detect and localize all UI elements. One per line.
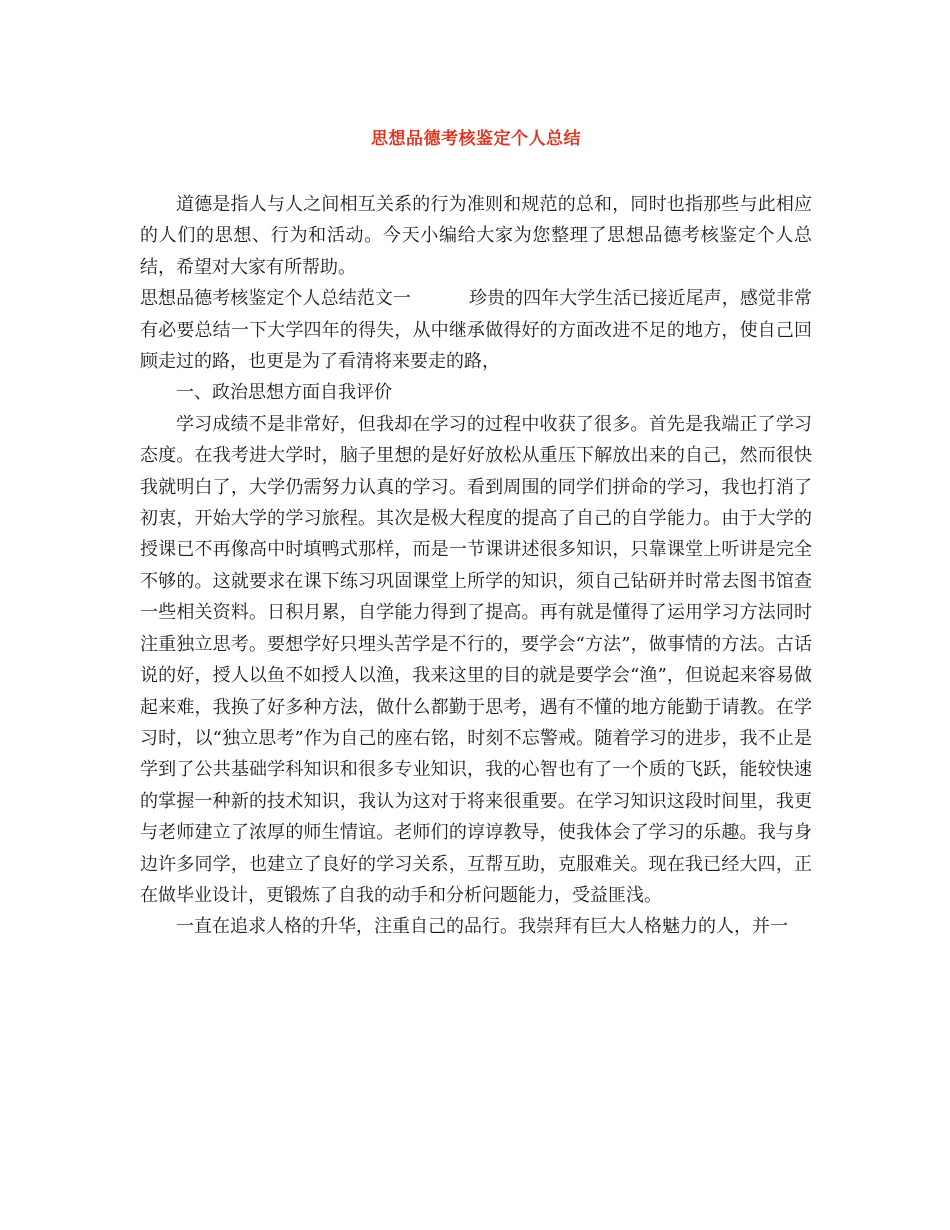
study-paragraph: 学习成绩不是非常好，但我却在学习的过程中收获了很多。首先是我端正了学习态度。在我考进大学时，脑子里想的是好好放松从重压下解放出来的自己，然而很快我就明白了，大学仍需努力认真的学习。看到周围的同学们拼命的学习，我也打消了初衷，开始大学的学习旅程。其次是极大程度的提高了自己的自学能力。由于大学的授课已不再像高中时填鸭式那样，而是一节课讲述很多知识，只靠课堂上听讲是完全不够的。这就要求在课下练习巩固课堂上所学的知识，须自己钻研并时常去图书馆查一些相关资料。日积月累，自学能力得到了提高。再有就是懂得了运用学习方法同时注重独立思考。要想学好只埋头苦学是不行的，要学会“方法”，做事情的方法。古话说的好，授人以鱼不如授人以渔，我来这里的目的就是要学会“渔”，但说起来容易做起来难，我换了好多种方法，做什么都勤于思考，遇有不懂的地方能勤于请教。在学习时，以“独立思考”作为自己的座右铭，时刻不忘警戒。随着学习的进步，我不止是学到了公共基础学科知识和很多专业知识，我的心智也有了一个质的飞跃，能较快速的掌握一种新的技术知识，我认为这对于将来很重要。在学习知识这段时间里，我更与老师建立了浓厚的师生情谊。老师们的谆谆教导，使我体会了学习的乐趣。我与身边许多同学，也建立了良好的学习关系，互帮互助，克服难关。现在我已经大四，正在做毕业设计，更锻炼了自我的动手和分析问题能力，受益匪浅。 (140, 413, 812, 906)
document-page (140, 0, 812, 1230)
sample-opening: 珍贵的四年大学生活已接近尾声，感觉非常有必要总结一下大学四年的得失，从中继承做得好的方面改进不足的地方，使自己回顾走过的路，也更是为了看清将来要走的路， (140, 288, 813, 373)
document-title: 思想品德考核鉴定个人总结 (371, 129, 581, 149)
section-heading: 一、政治思想方面自我评价 (176, 382, 392, 404)
sample-paragraph (140, 283, 812, 377)
document-body (140, 189, 812, 943)
character-paragraph: 一直在追求人格的升华，注重自己的品行。我崇拜有巨大人格魅力的人，并一 (176, 916, 788, 938)
intro-paragraph: 道德是指人与人之间相互关系的行为准则和规范的总和，同时也指那些与此相应的人们的思想、行为和活动。今天小编给大家为您整理了思想品德考核鉴定个人总结，希望对大家有所帮助。 (140, 194, 812, 278)
sample-heading: 思想品德考核鉴定个人总结范文一 (140, 288, 411, 310)
